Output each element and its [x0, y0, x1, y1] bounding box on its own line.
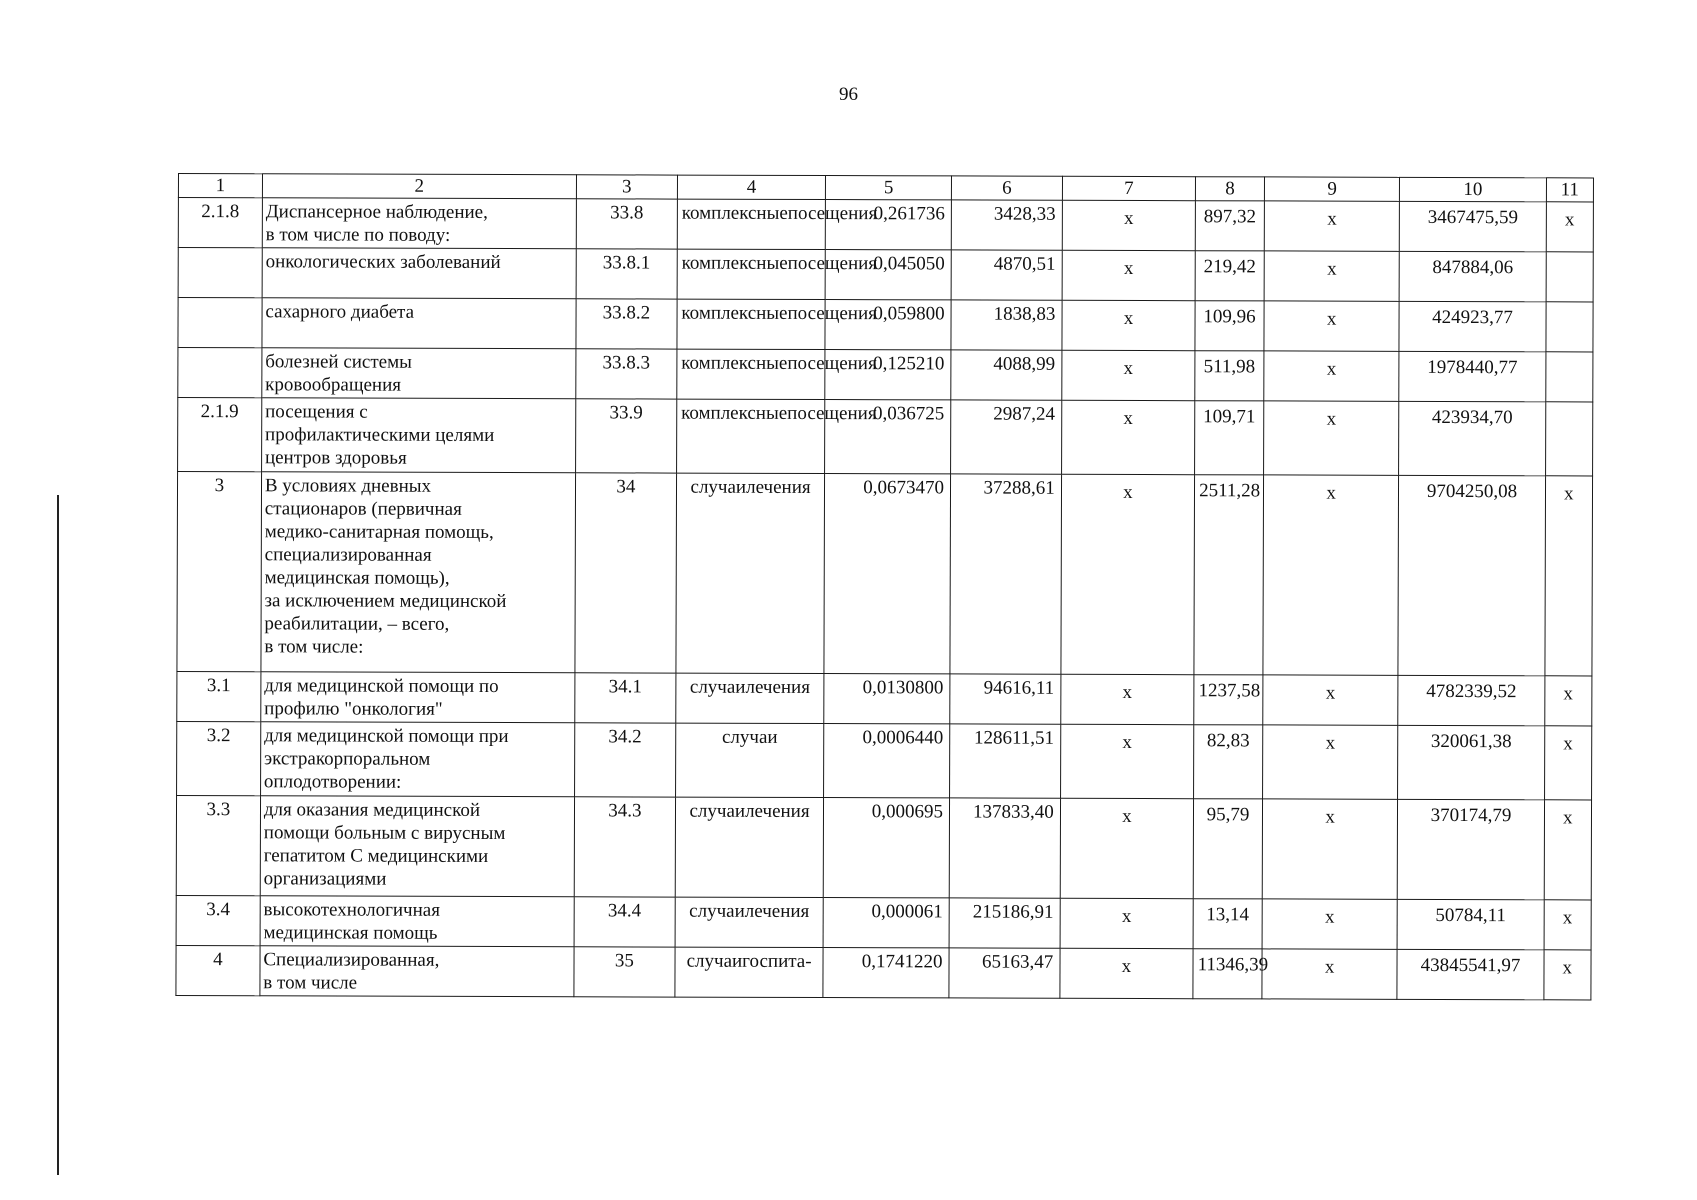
cell-text-line: случаи [721, 726, 778, 748]
cell-col-7: х [1060, 898, 1193, 948]
cell-col-11: х [1544, 900, 1592, 950]
cell-col-11 [1546, 252, 1594, 302]
cell-text-line: случаи [689, 800, 746, 822]
cell-text-line: гепатитом С медицинскими [263, 845, 489, 867]
cell-col-11: х [1544, 676, 1592, 726]
cell-text-line: специализированная [264, 544, 432, 566]
cell-col-2 [262, 298, 576, 349]
column-header-7: 7 [1062, 176, 1195, 200]
cell-col-8: 109,71 [1195, 401, 1264, 475]
cell-col-2 [261, 472, 576, 673]
cell-col-3: 34.4 [574, 897, 675, 947]
cell-col-7: х [1061, 474, 1195, 674]
cell-col-4 [675, 897, 824, 947]
column-header-9: 9 [1264, 177, 1400, 201]
cell-text-line: для медицинской помощи по [264, 675, 499, 698]
cell-col-9: х [1263, 675, 1399, 725]
cell-col-3: 35 [574, 947, 675, 997]
cell-col-4 [677, 299, 877, 349]
cell-col-6: 4870,51 [951, 250, 1062, 300]
cell-text-line: посещения [787, 302, 877, 325]
cell-text-line: посещения с [265, 401, 368, 423]
cell-col-3: 33.8.3 [576, 349, 677, 399]
page-number: 96 [839, 84, 858, 105]
cell-col-3: 33.8 [576, 199, 677, 249]
cell-col-4 [676, 673, 825, 723]
cell-col-8: 897,32 [1195, 201, 1264, 251]
column-header-10: 10 [1400, 177, 1546, 201]
cell-text-line: случаи [690, 476, 747, 498]
cell-col-1 [178, 248, 262, 298]
cell-col-7: х [1062, 200, 1195, 250]
cell-col-4 [675, 723, 824, 797]
cell-col-5: 0,000695 [823, 798, 949, 898]
cell-col-1 [178, 298, 262, 348]
cell-col-2 [262, 248, 576, 299]
cell-col-2 [261, 672, 575, 723]
cell-col-9: х [1262, 725, 1398, 799]
cell-col-10: 424923,77 [1399, 301, 1545, 351]
table-row [177, 472, 1593, 676]
cell-text-line: лечения [744, 900, 810, 922]
cell-col-5: 0,000061 [823, 898, 949, 948]
cell-col-1 [178, 348, 262, 398]
cell-col-8: 13,14 [1193, 899, 1262, 949]
cell-col-4 [675, 947, 824, 997]
cell-col-3: 34.3 [574, 797, 675, 897]
table-row [178, 398, 1593, 476]
cell-col-1: 4 [176, 945, 260, 995]
cell-col-10: 9704250,08 [1398, 475, 1545, 675]
cell-col-1: 3.4 [176, 895, 260, 945]
cell-text-line: для медицинской помощи при [264, 725, 509, 748]
cell-text-line: помощи больным с вирусным [263, 822, 506, 845]
cell-col-5: 0,1741220 [823, 948, 949, 998]
cell-col-10: 1978440,77 [1399, 351, 1545, 401]
cell-col-6: 1838,83 [951, 300, 1062, 350]
cell-col-6: 4088,99 [951, 350, 1062, 400]
cell-text-line: лечения [746, 476, 811, 498]
cell-col-2 [260, 946, 574, 997]
cell-text-line: болезней системы [265, 351, 412, 373]
cell-col-1: 3.2 [177, 721, 261, 795]
cell-col-8: 11346,39 [1193, 949, 1262, 999]
cell-col-9: х [1264, 201, 1400, 251]
cell-text-line: посещения [787, 402, 877, 425]
cell-col-8: 95,79 [1193, 799, 1262, 899]
data-table [175, 173, 1594, 1000]
left-margin-line [57, 495, 59, 1175]
table-row [178, 248, 1593, 302]
cell-col-11: х [1546, 202, 1594, 252]
cell-col-8: 2511,28 [1194, 475, 1263, 675]
cell-col-5: 0,0673470 [824, 474, 950, 674]
cell-text-line: посещения [787, 252, 878, 275]
cell-col-9: х [1264, 301, 1400, 351]
cell-col-5: 0,036725 [825, 400, 951, 474]
cell-col-1: 2.1.9 [178, 398, 262, 472]
cell-text-line: комплексные [681, 402, 788, 424]
cell-col-10: 4782339,52 [1398, 675, 1544, 725]
cell-text-line: медицинская помощь [263, 922, 438, 944]
cell-text-line: В условиях дневных [264, 475, 432, 497]
cell-col-5: 0,125210 [825, 350, 951, 400]
cell-col-7: х [1061, 674, 1194, 724]
cell-col-8: 219,42 [1195, 251, 1264, 301]
cell-text-line: в том числе: [264, 636, 364, 658]
cell-col-9: х [1262, 799, 1398, 899]
cell-col-11: х [1544, 950, 1592, 1000]
cell-col-8: 109,96 [1195, 301, 1264, 351]
cell-text-line: лечения [745, 676, 811, 698]
cell-col-9: х [1264, 251, 1400, 301]
cell-text-line: случаи [689, 676, 746, 698]
cell-col-6: 128611,51 [950, 724, 1061, 798]
cell-col-3: 33.8.1 [576, 249, 677, 299]
cell-col-4 [675, 797, 824, 897]
cell-col-10: 50784,11 [1397, 899, 1543, 949]
cell-text-line: Специализированная, [263, 949, 440, 971]
cell-col-6: 94616,11 [950, 674, 1061, 724]
table-row [177, 671, 1592, 725]
cell-text-line: госпита- [742, 950, 812, 972]
cell-col-4 [676, 399, 877, 473]
cell-col-4 [677, 199, 878, 249]
cell-col-4 [677, 249, 878, 299]
cell-col-3: 33.8.2 [576, 299, 677, 349]
cell-col-9: х [1263, 475, 1399, 675]
cell-col-10: 320061,38 [1398, 725, 1544, 799]
cell-col-6: 215186,91 [949, 898, 1060, 948]
cell-text-line: в том числе по поводу: [265, 224, 451, 246]
cell-col-4 [677, 349, 877, 399]
cell-col-2 [260, 896, 574, 947]
cell-col-3: 34.1 [575, 673, 676, 723]
cell-col-1: 3.3 [176, 795, 260, 895]
cell-col-5: 0,0006440 [824, 724, 950, 798]
cell-col-5: 0,045050 [825, 250, 951, 300]
column-header-1: 1 [178, 174, 262, 198]
cell-col-7: х [1060, 724, 1194, 798]
cell-col-2 [260, 796, 574, 897]
cell-col-11 [1546, 302, 1594, 352]
cell-col-10: 847884,06 [1399, 251, 1545, 301]
table-row [176, 895, 1591, 949]
cell-col-11: х [1544, 800, 1592, 900]
cell-col-6: 65163,47 [949, 948, 1060, 998]
cell-text-line: высокотехнологичная [263, 899, 441, 921]
cell-col-11 [1545, 402, 1593, 476]
cell-col-4 [676, 473, 825, 673]
cell-text-line: медицинская помощь), [264, 567, 450, 589]
cell-col-7: х [1062, 250, 1195, 300]
cell-col-11: х [1545, 476, 1593, 676]
cell-text-line: комплексные [681, 302, 788, 324]
cell-text-line: посещения [787, 202, 878, 225]
cell-col-6: 2987,24 [951, 400, 1062, 474]
cell-col-8: 1237,58 [1194, 675, 1263, 725]
table-row [178, 348, 1593, 402]
cell-col-1: 3 [177, 472, 261, 672]
column-header-8: 8 [1196, 177, 1265, 201]
cell-col-8: 511,98 [1195, 351, 1264, 401]
cell-text-line: стационаров (первичная [264, 498, 462, 520]
cell-col-1: 2.1.8 [178, 198, 262, 248]
table-row [176, 795, 1591, 899]
cell-text-line: лечения [745, 800, 810, 822]
cell-text-line: за исключением медицинской [264, 590, 507, 613]
cell-text-line: реабилитации, – всего, [264, 613, 450, 635]
cell-text-line: организациями [263, 868, 387, 890]
cell-col-9: х [1263, 401, 1399, 475]
cell-text-line: для оказания медицинской [263, 799, 481, 821]
cell-text-line: онкологических заболеваний [265, 251, 501, 274]
cell-col-3: 34.2 [574, 723, 675, 797]
cell-text-line: комплексные [681, 352, 788, 374]
cell-col-7: х [1060, 798, 1194, 898]
cell-col-3: 33.9 [575, 399, 676, 473]
cell-col-11 [1545, 352, 1593, 402]
cell-text-line: сахарного диабета [265, 301, 415, 323]
column-header-3: 3 [576, 175, 677, 199]
cell-col-5: 0,059800 [825, 300, 951, 350]
cell-text-line: оплодотворении: [263, 771, 402, 793]
cell-col-7: х [1062, 350, 1195, 400]
cell-col-7: х [1062, 300, 1195, 350]
column-header-6: 6 [951, 176, 1062, 200]
cell-col-2 [262, 198, 576, 249]
cell-col-2 [261, 398, 575, 473]
cell-text-line: комплексные [681, 202, 788, 224]
cell-text-line: комплексные [681, 252, 788, 274]
column-header-2: 2 [262, 174, 576, 199]
cell-col-3: 34 [575, 473, 677, 673]
cell-col-6: 3428,33 [951, 200, 1062, 250]
cell-col-9: х [1264, 351, 1400, 401]
cell-text-line: центров здоровья [264, 447, 407, 469]
table-row [178, 198, 1593, 252]
column-header-5: 5 [826, 176, 952, 200]
cell-text-line: профилю "онкология" [264, 698, 443, 720]
cell-text-line: экстракорпоральном [263, 748, 431, 770]
cell-col-6: 37288,61 [950, 474, 1061, 674]
cell-col-10: 370174,79 [1398, 799, 1545, 899]
cell-col-2 [260, 722, 574, 797]
cell-col-7: х [1060, 948, 1193, 998]
cell-text-line: кровообращения [265, 374, 402, 396]
table-row [178, 298, 1593, 352]
cell-text-line: в том числе [263, 972, 358, 994]
cell-col-5: 0,0130800 [824, 674, 950, 724]
cell-col-6: 137833,40 [949, 798, 1060, 898]
cell-text-line: посещения [787, 352, 877, 375]
column-header-11: 11 [1546, 178, 1593, 202]
table-row [177, 721, 1592, 799]
column-header-4: 4 [677, 175, 825, 199]
cell-col-1: 3.1 [177, 671, 261, 721]
cell-text-line: случаи [689, 900, 745, 922]
cell-col-9: х [1262, 949, 1398, 999]
cell-col-10: 423934,70 [1399, 401, 1545, 475]
cell-col-11: х [1544, 726, 1592, 800]
cell-col-8: 82,83 [1194, 725, 1263, 799]
cell-text-line: Диспансерное наблюдение, [265, 201, 488, 223]
cell-text-line: профилактическими целями [265, 424, 495, 446]
cell-col-5: 0,261736 [826, 200, 952, 250]
cell-col-10: 43845541,97 [1397, 949, 1543, 999]
cell-col-10: 3467475,59 [1400, 201, 1546, 251]
cell-text-line: случаи [686, 950, 743, 972]
cell-text-line: медико-санитарная помощь, [264, 521, 494, 543]
cell-col-7: х [1061, 400, 1195, 474]
table-row [176, 945, 1591, 999]
cell-col-2 [262, 348, 576, 399]
cell-col-9: х [1262, 899, 1398, 949]
